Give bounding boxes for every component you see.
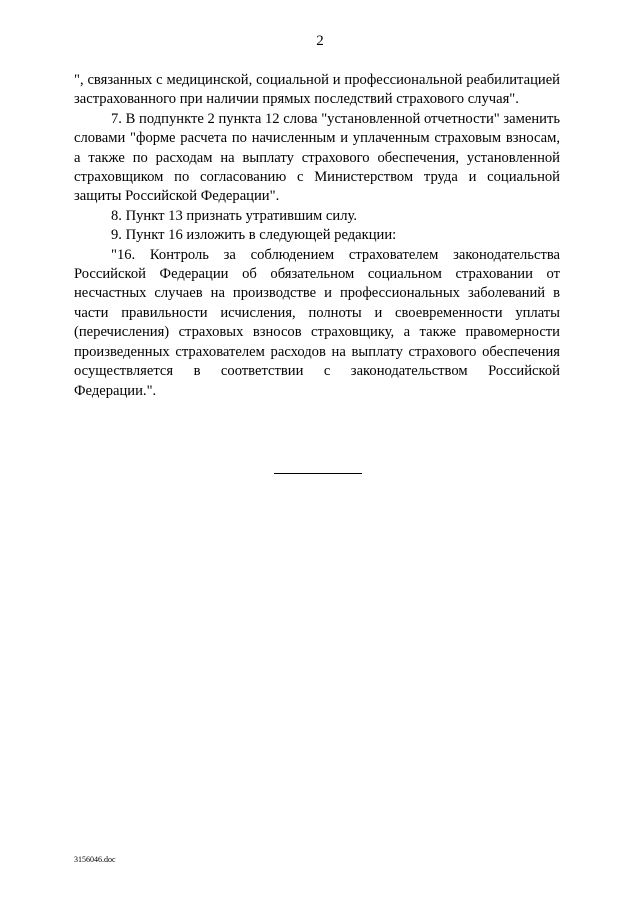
end-divider-line: [274, 473, 362, 474]
paragraph-item-8: 8. Пункт 13 признать утратившим силу.: [111, 207, 357, 224]
footer-filename: 3156046.doc: [74, 855, 116, 864]
page-number: 2: [316, 33, 324, 49]
paragraph-quoted-item-16: "16. Контроль за соблюдением страхователем законодательства Российской Федерации об обязательном социальном страховании от несчастных случаев на производстве и профессиональных заболеваний в части правильности исчисления, полноты и своевременности уплаты (перечисления) страховых взносов страховщику, а также правомерности произведенных страхователем расходов на выплату страхового обеспечения осуществляется в соответствии с законодательством Российской Федерации.".: [74, 246, 560, 399]
document-body: [74, 71, 560, 401]
paragraph-item-9: 9. Пункт 16 изложить в следующей редакции:: [111, 227, 397, 244]
paragraph-item-7: 7. В подпункте 2 пункта 12 слова "установленной отчетности" заменить словами "форме расчета по начисленным и уплаченным страховым взносам, а также по расходам на выплату страхового обеспечения, установленной страховщиком по согласованию с Министерством труда и социальной защиты Российской Федерации".: [74, 110, 560, 205]
paragraph-continuation: ", связанных с медицинской, социальной и профессиональной реабилитацией застрахованного при наличии прямых последствий страхового случая".: [74, 72, 560, 108]
